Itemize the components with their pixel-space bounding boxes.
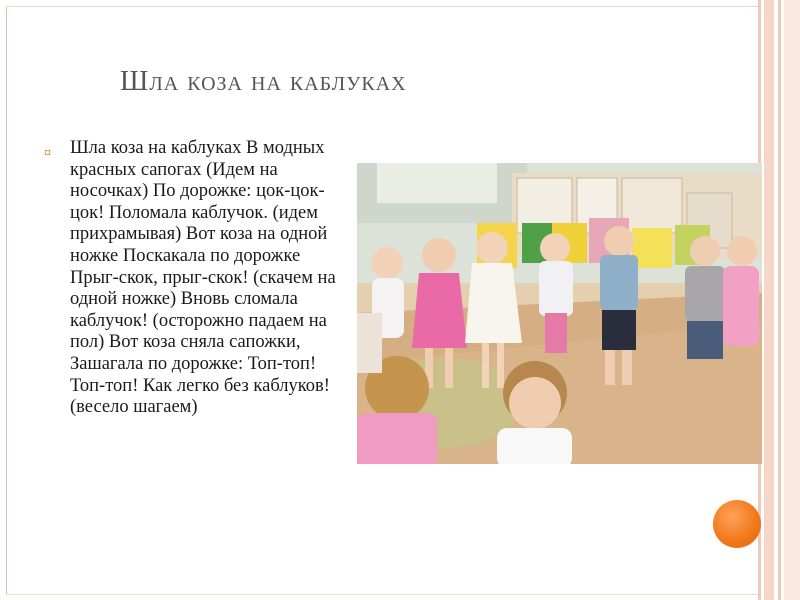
slide-title: Шла коза на каблуках [120,66,407,97]
children-photo [357,163,762,464]
frame-border-top [6,6,758,7]
decor-stripe [778,0,781,600]
children-photo-image [357,163,762,464]
frame-border-left [6,6,7,594]
poem-text: Шла коза на каблуках В модных красных сапогах (Идем на носочках) По дорожке: цок-цок-цок! Поломала каблучок. (идем прихрамывая) Вот коза на одной ножке Поскакала по дорожке Прыг-скок, прыг-скок! (скачем на одной ножке) Вновь сломала каблучок! (осторожно падаем на пол) Вот коза сняла сапожки, Зашагала по дорожке: Топ-топ! Топ-топ! Как легко без каблуков! (весело шагаем) [70,138,336,418]
decor-orange-circle [713,500,761,548]
decor-stripe [784,0,800,600]
bullet-icon: ¤ [44,146,51,161]
frame-border-bottom [6,594,758,595]
decor-stripe [764,0,774,600]
